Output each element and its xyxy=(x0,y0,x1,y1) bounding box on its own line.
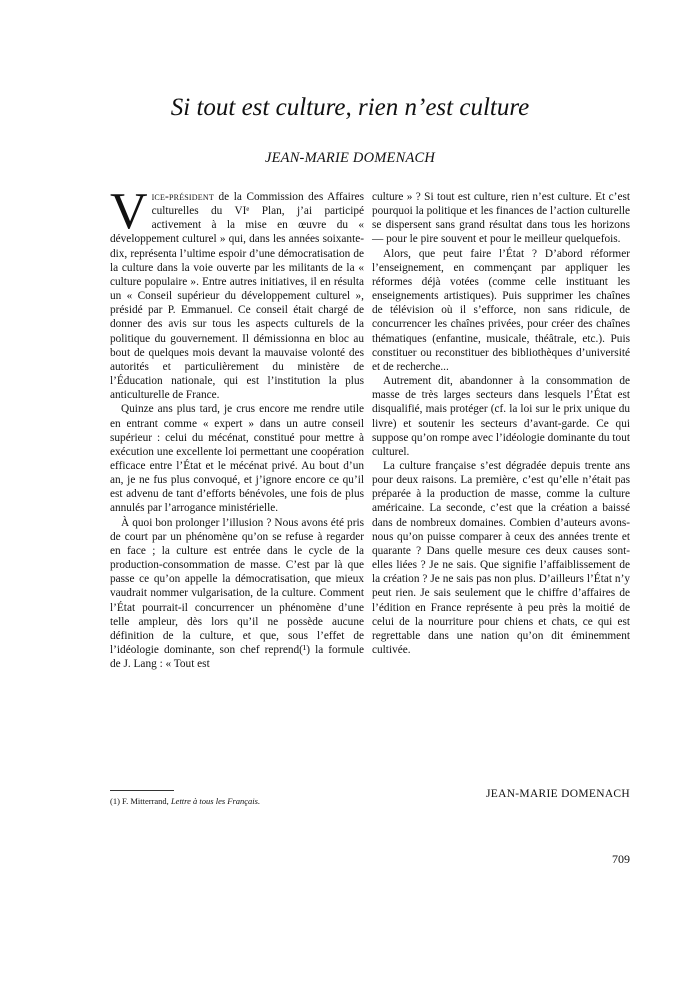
paragraph-7: La culture française s’est dégradée depuis trente ans pour deux raisons. La première, c’est qu’elle n’était pas préparée à la production de masse, comme la culture américaine. La seconde, c’est que la création a baissé dans de nombreux domaines. Combien d’auteurs avons-nous qu’on puisse comparer à ceux des années trente et quarante ? Dans quelle mesure ces deux causes sont-elles liées ? Je ne sais. Que signifie l’affaiblissement de la création ? Je ne sais pas non plus. D’ailleurs l’État n’y peut rien. Je sais seulement que le chiffre d’affaires de l’édition en France représente à peu près la moitié de celui de la nourriture pour chiens et chats, ce qui est regrettable dans une nation qu’on dit éminemment cultivée. xyxy=(372,459,630,656)
paragraph-4: culture » ? Si tout est culture, rien n’est culture. Et c’est pourquoi la politique et les finances de l’action culturelle se dispersent sans grand résultat dans tous les horizons — pour le pire souvent et pour le meilleur quelquefois. xyxy=(372,191,630,246)
article-title: Si tout est culture, rien n’est culture xyxy=(170,94,530,121)
footnote xyxy=(110,796,260,806)
footnote-work: Lettre à tous les Français. xyxy=(170,796,261,806)
paragraph-3 xyxy=(110,516,364,672)
footnote-marker: (1) F. Mitterrand, xyxy=(110,796,171,806)
article-author: JEAN-MARIE DOMENACH xyxy=(264,150,436,166)
paragraph-3-text: À quoi bon prolonger l’illusion ? Nous avons été pris de court par un phénomène qu’on se refuse à regarder en face ; la culture est entrée dans le cycle de la production-consommation de masse. C’est par là que passe ce qu’on appelle la démocratisation, que mieux vaudrait nommer vulgarisation, de la culture. Comment l’État pourrait-il concurrencer un phénomène d’une telle ampleur, dès lors qu’il ne possède aucune définition de la culture, et que, sous l’effet de l’idéologie dominante, son chef reprend xyxy=(110,516,364,656)
paragraph-5: Alors, que peut faire l’État ? D’abord réformer l’enseignement, en commençant par appliquer les réformes déjà votées (comme celle instituant les enseignements artistiques). Puis supprimer les chaînes de télévision où il s’efforce, non sans ridicule, de concurrencer les chaînes privées, pour créer des chaînes thématiques (enfantine, musicale, théâtrale, etc.). Puis constituer ou reconstituer des bibliothèques d’université et de recherche... xyxy=(372,247,630,373)
paragraph-1 xyxy=(110,183,364,402)
paragraph-3-end: la formule de J. Lang : « Tout est xyxy=(110,644,364,671)
paragraph-1-text: de la Commission des Affaires culturelles du VIᵉ Plan, j’ai participé activement à la mise en œuvre du « développement culturel » qui, dans les années soixante-dix, représenta l’ultime espoir d’une démocratisation de la culture dans la voie ouverte par les militants de la « culture populaire ». Entre autres initiatives, il en résulta un « Conseil supérieur du développement culturel », présidé par P. Emmanuel. Ce conseil était chargé de donner des avis sur tous les aspects culturels de la politique du gouvernement. Il démissionna en bloc au bout de quelques mois devant la mauvaise volonté des autorités et particulièrement du ministère de l’Éducation nationale, qui est l’institution la plus anticulturelle de France. xyxy=(110,191,364,402)
right-column xyxy=(372,190,630,657)
left-column xyxy=(110,183,364,671)
opening-small-caps: ice-président xyxy=(151,191,214,203)
page-number: 709 xyxy=(612,852,630,866)
paragraph-2: Quinze ans plus tard, je crus encore me rendre utile en entrant comme « expert » dans un autre conseil supérieur : celui du mécénat, constitué pour mettre à exécution une excellente loi permettant une coopération efficace entre l’État et le mécénat privé. Au bout d’un an, je ne fus plus convoqué, et j’ignore encore ce qu’il est advenu de tant d’efforts bénévoles, une fois de plus annulés par l’arrogance ministérielle. xyxy=(110,403,364,515)
paragraph-6: Autrement dit, abandonner à la consommation de masse de très larges secteurs dans lesquels l’État est disqualifié, mais protéger (cf. la loi sur le prix unique du livre) et soutenir les secteurs d’avant-garde. Ce qui suppose qu’on rompe avec l’idéologie dominante du tout culturel. xyxy=(372,375,630,458)
footnote-rule xyxy=(110,790,174,791)
signature: JEAN-MARIE DOMENACH xyxy=(485,788,630,800)
drop-cap: V xyxy=(110,183,148,240)
footnote-reference: (¹) xyxy=(299,644,311,656)
